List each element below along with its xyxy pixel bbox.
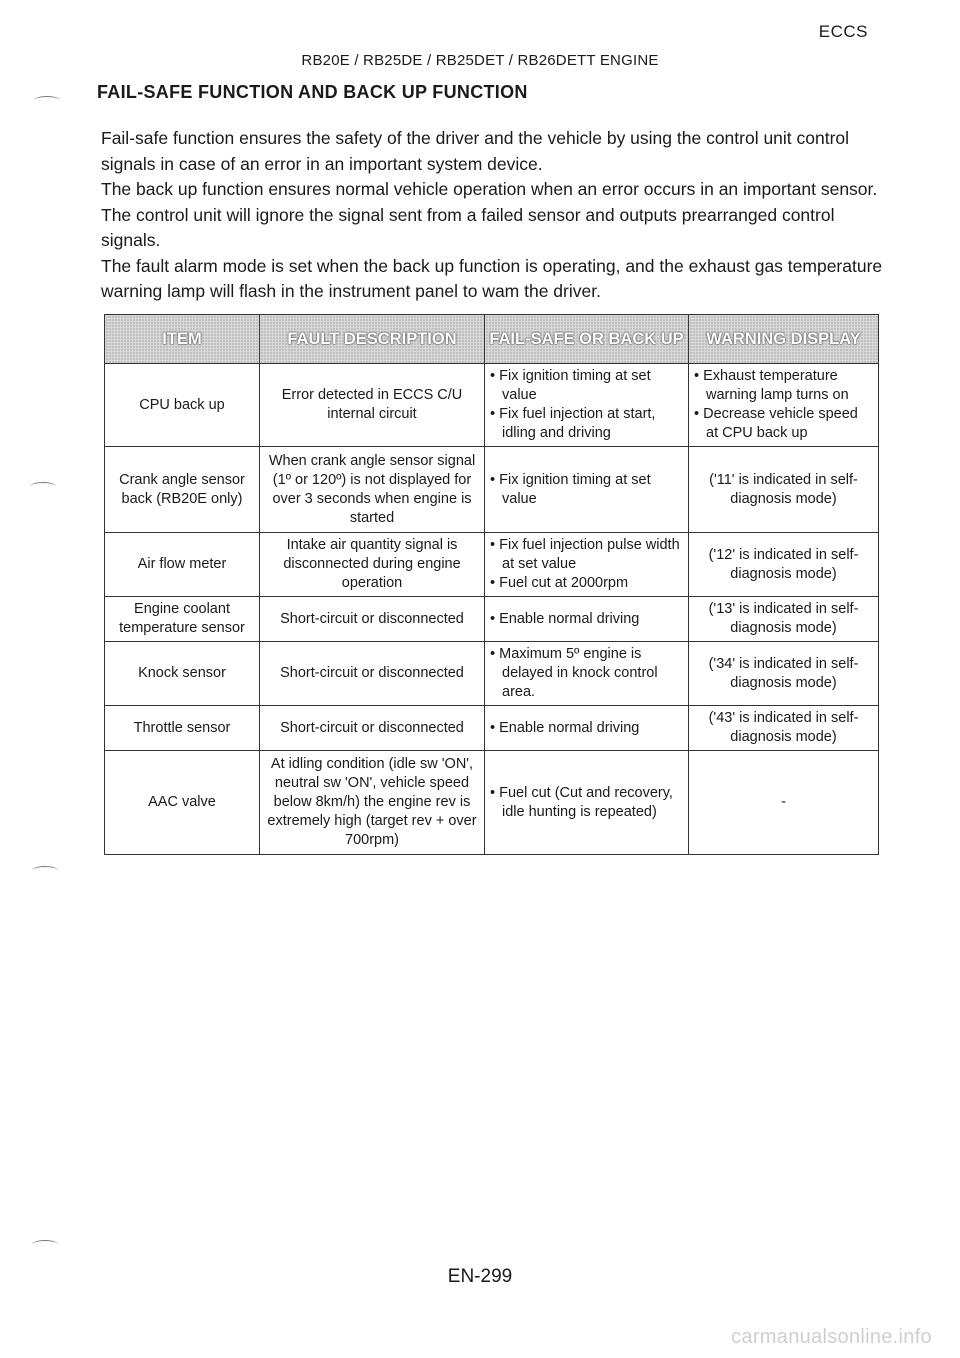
scan-artifact-mark [32, 1240, 58, 1249]
warning-cell: - [689, 751, 879, 855]
item-cell: AAC valve [105, 751, 260, 855]
warning-cell: ('13' is indicated in self-diagnosis mode) [689, 597, 879, 642]
intro-text [101, 126, 891, 305]
table-row [105, 597, 879, 642]
fault-cell: Short-circuit or disconnected [260, 706, 485, 751]
section-tag: ECCS [818, 22, 868, 41]
item-cell: Crank angle sensor back (RB20E only) [105, 447, 260, 533]
table-row [105, 751, 879, 855]
scan-artifact-mark [30, 482, 56, 491]
list-item: • Fix ignition timing at set value [490, 471, 683, 509]
item-cell: Throttle sensor [105, 706, 260, 751]
list-item: • Fix ignition timing at set value [490, 367, 683, 405]
fault-cell: Intake air quantity signal is disconnected during engine operation [260, 533, 485, 597]
table-row [105, 447, 879, 533]
failsafe-cell [485, 751, 689, 855]
intro-paragraph: The back up function ensures normal vehicle operation when an error occurs in an important sensor. The control unit will ignore the signal sent from a failed sensor and outputs prearranged control signals. [101, 179, 878, 250]
column-header-fault: FAULT DESCRIPTION [260, 315, 485, 364]
fault-cell: When crank angle sensor signal (1º or 120º) is not displayed for over 3 seconds when engine is started [260, 447, 485, 533]
list-item: • Fuel cut (Cut and recovery, idle hunting is repeated) [490, 784, 683, 822]
table-row [105, 706, 879, 751]
intro-paragraph: Fail-safe function ensures the safety of the driver and the vehicle by using the control unit control signals in case of an error in an important system device. [101, 128, 850, 174]
failsafe-cell [485, 706, 689, 751]
column-header-failsafe: FAIL-SAFE OR BACK UP [485, 315, 689, 364]
warning-cell: ('43' is indicated in self-diagnosis mode) [689, 706, 879, 751]
page-number: EN-299 [447, 1266, 513, 1287]
table-header-row [105, 315, 879, 364]
table-row [105, 533, 879, 597]
table-row [105, 364, 879, 447]
item-cell: CPU back up [105, 364, 260, 447]
failsafe-cell [485, 642, 689, 706]
failsafe-cell [485, 447, 689, 533]
scan-artifact-mark [32, 866, 58, 875]
warning-cell: ('11' is indicated in self-diagnosis mode) [689, 447, 879, 533]
list-item: • Decrease vehicle speed at CPU back up [694, 405, 873, 443]
failsafe-table [104, 314, 879, 855]
warning-cell [689, 364, 879, 447]
fault-cell: Short-circuit or disconnected [260, 642, 485, 706]
warning-cell: ('34' is indicated in self-diagnosis mode) [689, 642, 879, 706]
item-cell: Air flow meter [105, 533, 260, 597]
list-item: • Fix fuel injection pulse width at set value [490, 536, 683, 574]
list-item: • Enable normal driving [490, 610, 683, 629]
list-item: • Maximum 5º engine is delayed in knock control area. [490, 645, 683, 702]
list-item: • Exhaust temperature warning lamp turns on [694, 367, 873, 405]
fault-cell: Short-circuit or disconnected [260, 597, 485, 642]
scan-artifact-mark [34, 96, 60, 105]
engine-line: RB20E / RB25DE / RB25DET / RB26DETT ENGINE [301, 52, 659, 69]
list-item: • Fix fuel injection at start, idling and driving [490, 405, 683, 443]
warning-cell: ('12' is indicated in self-diagnosis mode) [689, 533, 879, 597]
item-cell: Knock sensor [105, 642, 260, 706]
list-item: • Fuel cut at 2000rpm [490, 574, 683, 593]
fault-cell: Error detected in ECCS C/U internal circuit [260, 364, 485, 447]
failsafe-cell [485, 533, 689, 597]
table-row [105, 642, 879, 706]
column-header-item: ITEM [105, 315, 260, 364]
intro-paragraph: The fault alarm mode is set when the back up function is operating, and the exhaust gas temperature warning lamp will flash in the instrument panel to wam the driver. [101, 255, 883, 301]
page-title: FAIL-SAFE FUNCTION AND BACK UP FUNCTION [97, 82, 528, 102]
watermark: carmanualsonline.info [731, 1326, 932, 1348]
column-header-warning: WARNING DISPLAY [689, 315, 879, 364]
item-cell: Engine coolant temperature sensor [105, 597, 260, 642]
list-item: • Enable normal driving [490, 719, 683, 738]
failsafe-cell [485, 597, 689, 642]
failsafe-cell [485, 364, 689, 447]
fault-cell: At idling condition (idle sw 'ON', neutral sw 'ON', vehicle speed below 8km/h) the engine rev is extremely high (target rev + over 700rpm) [260, 751, 485, 855]
